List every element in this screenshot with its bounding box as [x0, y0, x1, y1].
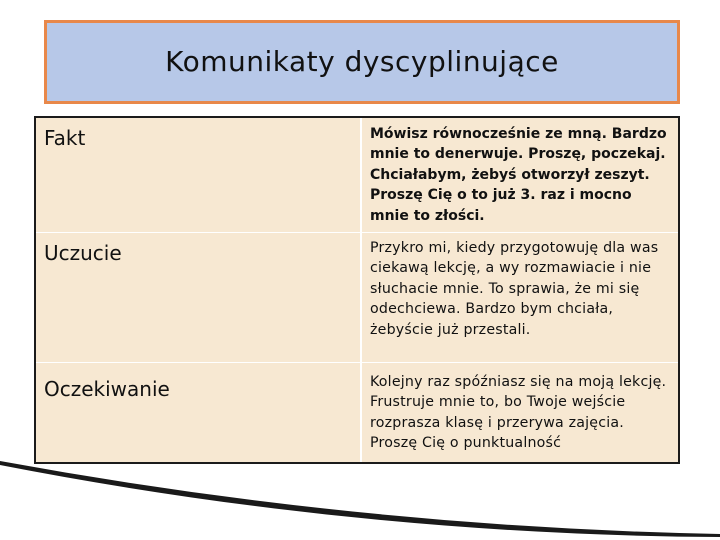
row-label-oczekiwanie: Oczekiwanie [44, 377, 170, 401]
table-row-oczekiwanie [36, 363, 678, 462]
row-label-fakt: Fakt [44, 126, 86, 150]
row-label-uczucie: Uczucie [44, 241, 122, 265]
slide-title: Komunikaty dyscyplinujące [165, 45, 559, 78]
row-text-oczekiwanie: Kolejny raz spóźniasz się na moją lekcję. Frustruje mnie to, bo Twoje wejście rozprasza klasę i przerywa zajęcia. Proszę Cię o punktualność [370, 374, 667, 452]
table-row-fakt [36, 118, 678, 232]
table-row-uczucie [36, 233, 678, 362]
slide-title-box [44, 20, 680, 104]
row-text-uczucie: Przykro mi, kiedy przygotowuję dla was ciekawą lekcję, a wy rozmawiacie i nie słuchacie mnie. To sprawia, że mi się odechciewa. Bardzo bym chciała, żebyście już przestali. [370, 240, 659, 338]
row-text-fakt: Mówisz równocześnie ze mną. Bardzo mnie to denerwuje. Proszę, poczekaj. Chciałabym, żebyś otworzył zeszyt. Proszę Cię o to już 3. raz i mocno mnie to złości. [370, 126, 667, 224]
content-table [34, 116, 680, 464]
decorative-swoosh [0, 455, 720, 540]
